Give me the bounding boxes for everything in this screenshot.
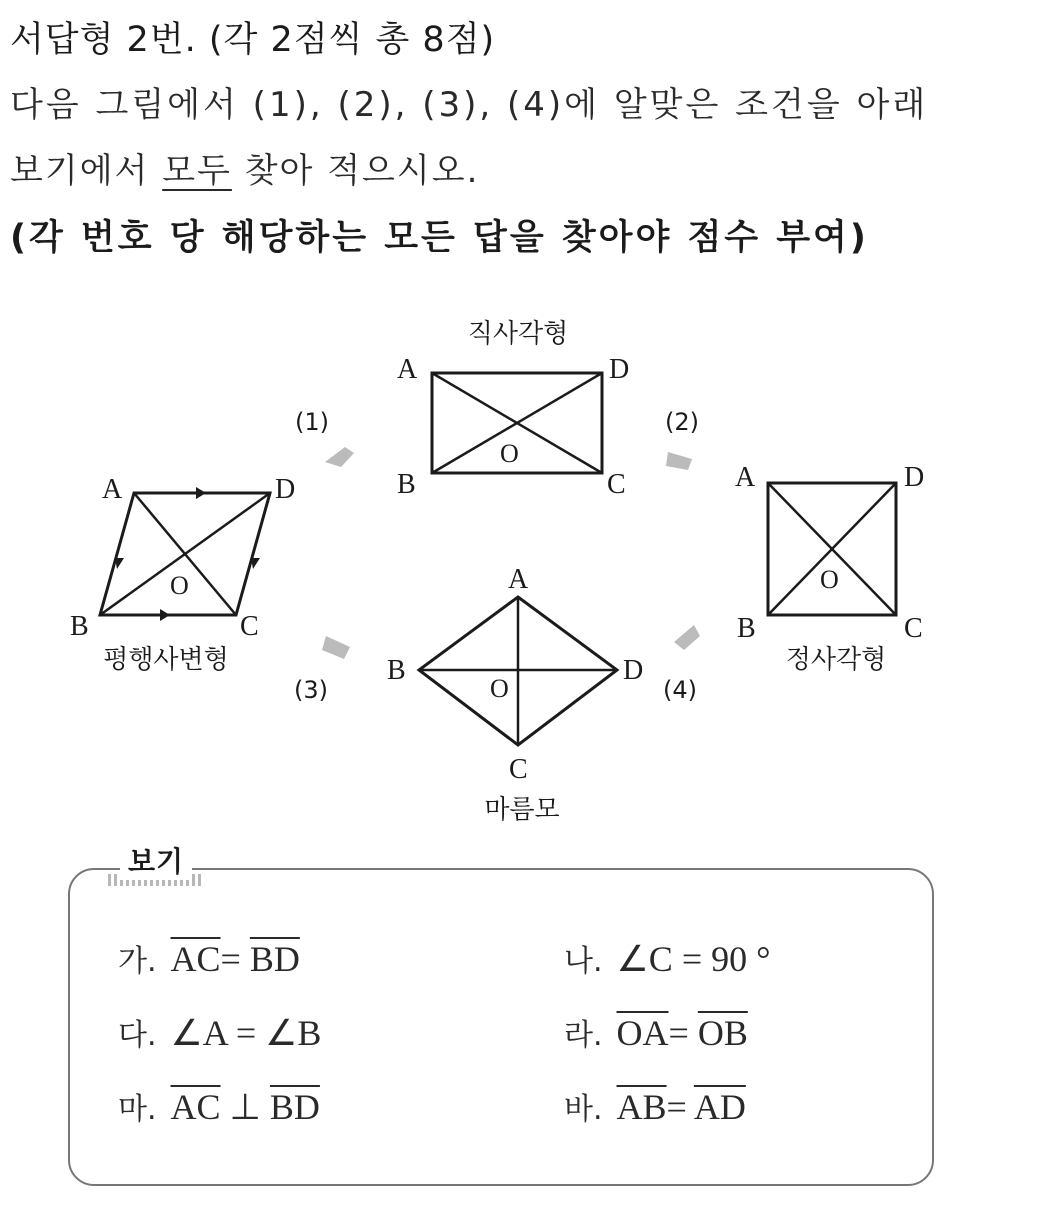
- option-expression: [617, 1013, 748, 1053]
- option-expression: [171, 939, 300, 979]
- option-label: 바.: [564, 1092, 603, 1127]
- expression-text: =: [220, 939, 250, 979]
- rectangle-vertex-a: A: [397, 354, 418, 385]
- rhombus-shape: [419, 597, 617, 745]
- rectangle-vertex-d: D: [609, 354, 630, 385]
- option-ra: [564, 1010, 748, 1054]
- square-center-o: O: [820, 565, 839, 594]
- parallelogram-vertex-a: A: [102, 474, 123, 505]
- parallelogram-vertex-b: B: [70, 611, 89, 642]
- option-na: [564, 936, 771, 980]
- expression-text: =: [668, 1013, 698, 1053]
- option-ba: [564, 1084, 746, 1128]
- arrow-label-3: (3): [294, 676, 328, 704]
- option-label: 나.: [564, 944, 603, 979]
- parallelogram-center-o: O: [170, 571, 189, 600]
- rhombus-name: 마름모: [484, 795, 560, 825]
- rectangle-name: 직사각형: [467, 319, 569, 349]
- option-expression: [617, 939, 771, 979]
- option-expression: [171, 1013, 322, 1053]
- option-expression: [171, 1087, 320, 1127]
- instruction-emphasis-underlined: 모두: [162, 151, 232, 191]
- square-vertex-a: A: [735, 462, 756, 493]
- arrow-1-icon: [325, 447, 354, 467]
- arrow-2-icon: [666, 452, 692, 470]
- expression-text: ∠C = 90 °: [616, 939, 771, 979]
- quadrilateral-diagram: [0, 300, 1064, 840]
- parallelogram-name: 평행사변형: [103, 645, 229, 675]
- option-label: 다.: [118, 1018, 157, 1053]
- segment-name: $\overline{OB}$: [697, 1013, 748, 1053]
- instruction-line-2: [10, 143, 479, 192]
- square-vertex-c: C: [904, 613, 923, 644]
- parallelogram-vertex-d: D: [275, 474, 296, 505]
- option-ma: [118, 1084, 320, 1128]
- transition-arrows: [322, 447, 700, 659]
- arrow-3-icon: [322, 636, 350, 659]
- arrow-label-4: (4): [663, 676, 697, 704]
- segment-name: $\overline{AD}$: [693, 1087, 746, 1127]
- segment-name: $\overline{BD}$: [249, 939, 300, 979]
- expression-text: ∠A = ∠B: [170, 1013, 322, 1053]
- instruction-line-1: 다음 그림에서 (1), (2), (3), (4)에 알맞은 조건을 아래: [10, 85, 929, 125]
- square-vertex-b: B: [737, 613, 756, 644]
- square-name: 정사각형: [785, 645, 887, 675]
- rhombus-center-o: O: [490, 674, 509, 703]
- parallel-marks: [115, 487, 260, 621]
- segment-name: $\overline{AB}$: [616, 1087, 667, 1127]
- arrow-label-2: (2): [665, 408, 699, 436]
- option-da: [118, 1010, 321, 1054]
- rhombus-vertex-b: B: [387, 655, 406, 686]
- question-heading: 서답형 2번. (각 2점씩 총 8점): [10, 20, 496, 60]
- arrow-label-1: (1): [295, 408, 329, 436]
- rectangle-center-o: O: [500, 439, 519, 468]
- option-label: 마.: [118, 1092, 157, 1127]
- rhombus-vertex-a: A: [508, 564, 529, 595]
- segment-name: $\overline{AC}$: [170, 1087, 221, 1127]
- instruction-line-2-pre: 보기에서: [10, 151, 163, 191]
- options-box-title: 보기: [120, 840, 192, 880]
- square-vertex-d: D: [904, 462, 925, 493]
- expression-text: =: [666, 1087, 694, 1127]
- instruction-line-2-post: 찾아 적으시오.: [231, 151, 480, 191]
- square-shape: [768, 483, 896, 615]
- option-ga: [118, 936, 300, 980]
- rhombus-vertex-d: D: [623, 655, 644, 686]
- segment-name: $\overline{BD}$: [269, 1087, 320, 1127]
- option-expression: [617, 1087, 746, 1127]
- segment-name: $\overline{AC}$: [170, 939, 221, 979]
- option-label: 가.: [118, 944, 157, 979]
- expression-text: ⊥: [220, 1087, 270, 1127]
- option-label: 라.: [564, 1018, 603, 1053]
- rectangle-vertex-c: C: [607, 469, 626, 500]
- arrow-4-icon: [674, 625, 700, 650]
- rectangle-vertex-b: B: [397, 469, 416, 500]
- rhombus-vertex-c: C: [509, 754, 528, 785]
- scoring-note: (각 번호 당 해당하는 모든 답을 찾아야 점수 부여): [10, 218, 869, 258]
- parallelogram-vertex-c: C: [240, 611, 259, 642]
- segment-name: $\overline{OA}$: [616, 1013, 669, 1053]
